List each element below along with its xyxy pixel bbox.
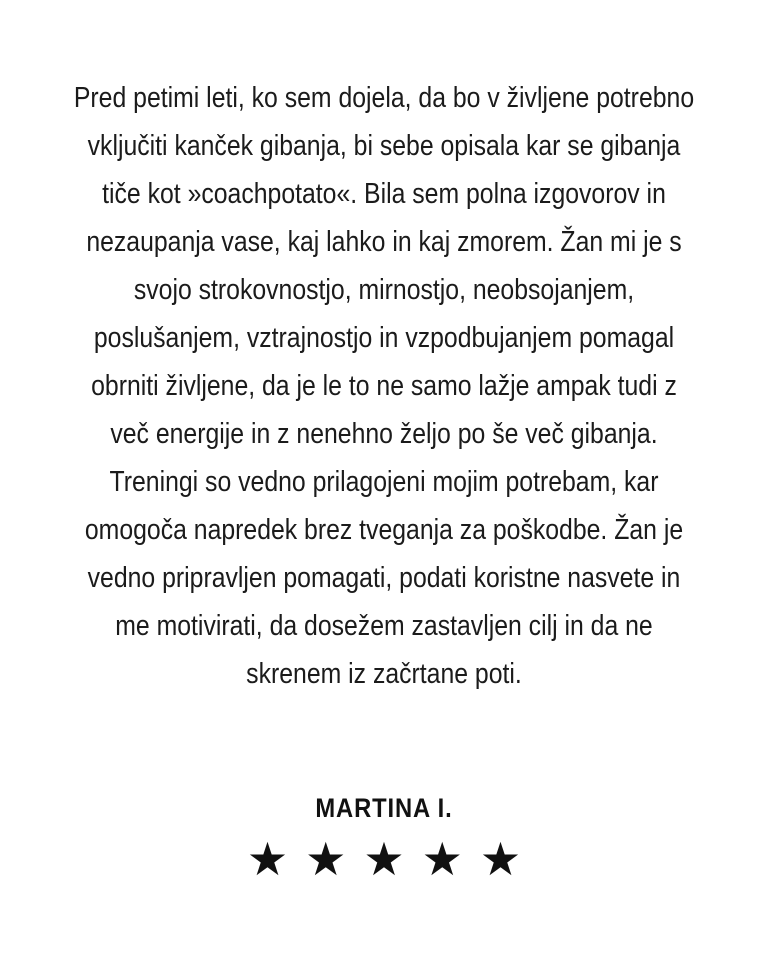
testimonial-quote: Pred petimi leti, ko sem dojela, da bo v življene potrebno vključiti kanček gibanja, bi sebe opisala kar se gibanja tiče kot »coachpotato«. Bila sem polna izgovorov in nezaupanja vase, kaj lahko in kaj zmorem. Žan mi je s svojo strokovnostjo, mirnostjo, neobsojanjem, poslušanjem, vztrajnostjo in vzpodbujanjem pomagal obrniti življene, da je le to ne samo lažje ampak tudi z več energije in z nenehno željo po še več gibanja. Treningi so vedno prilagojeni mojim potrebam, kar omogoča napredek brez tveganja za poškodbe. Žan je vedno pripravljen pomagati, podati koristne nasvete in me motivirati, da dosežem zastavljen cilj in da ne skrenem iz začrtane poti. xyxy=(73,82,695,690)
star-icon: ★★★★★ xyxy=(246,833,539,885)
testimonial-author: MARTINA I. xyxy=(315,793,453,823)
star-rating xyxy=(0,832,768,886)
